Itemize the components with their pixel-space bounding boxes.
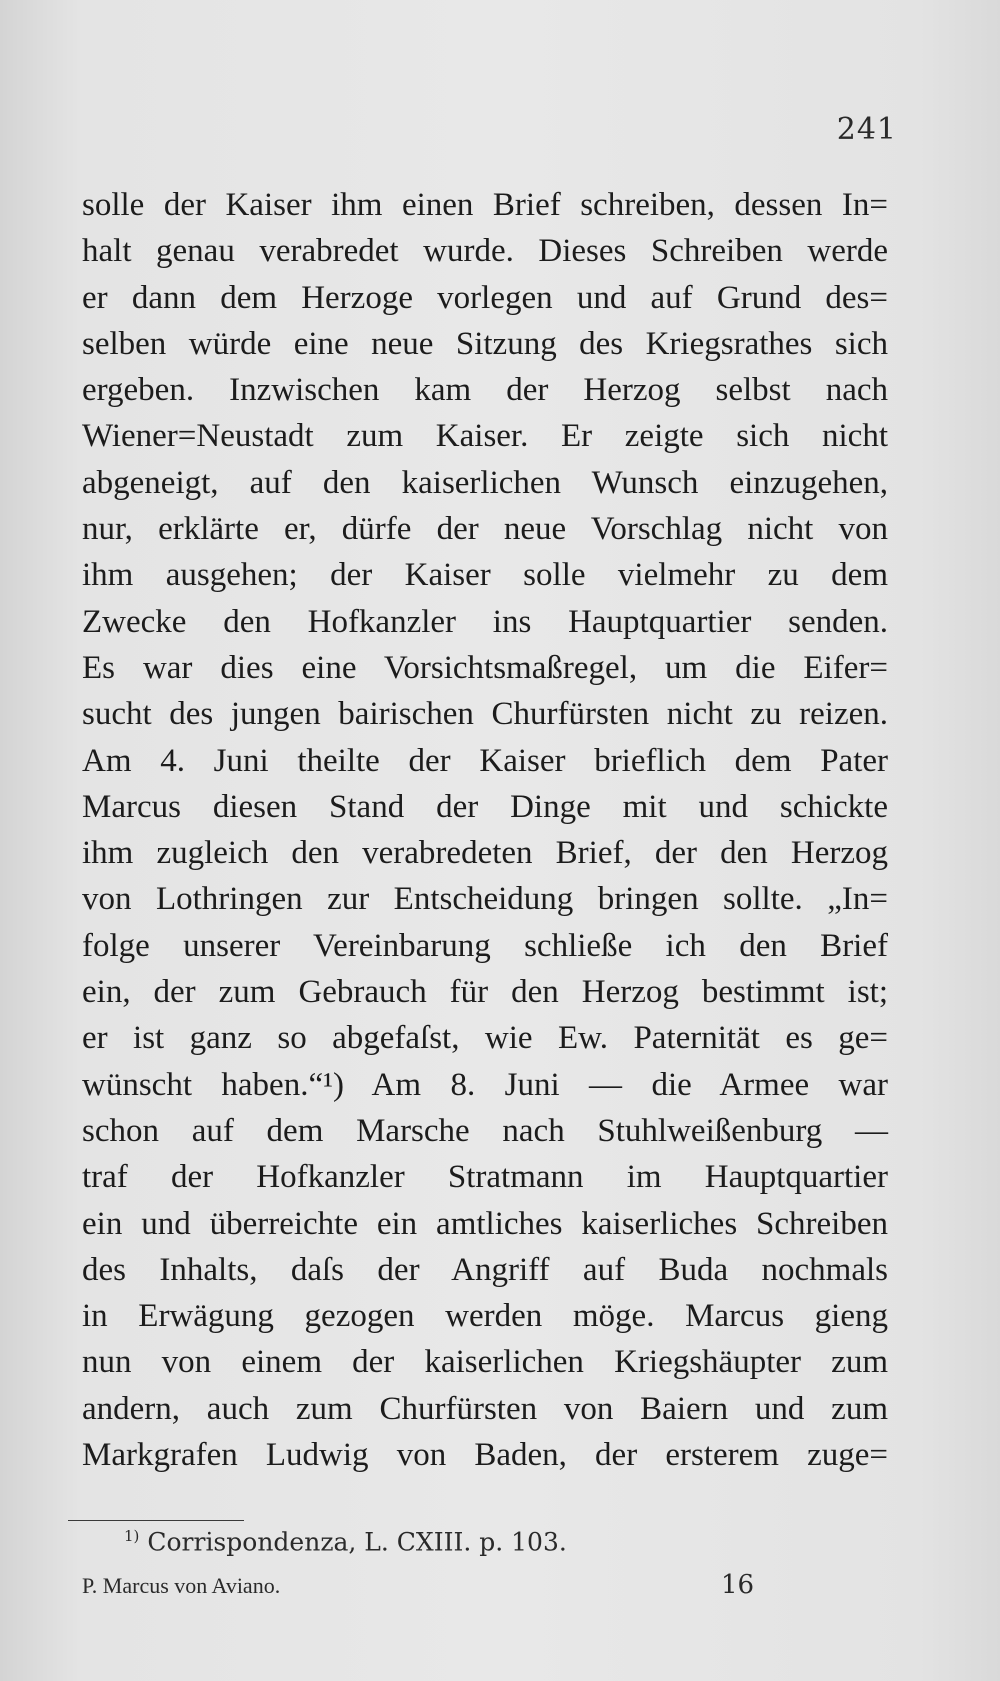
text-line: andern, auch zum Churfürsten von Baiern und zum	[82, 1390, 888, 1427]
text-line: Zwecke den Hofkanzler ins Hauptquartier senden.	[82, 603, 888, 640]
text-line: Es war dies eine Vorsichtsmaßregel, um die Eifer=	[82, 649, 888, 686]
text-line: solle der Kaiser ihm einen Brief schreiben, dessen In=	[82, 187, 888, 223]
text-line: traf der Hofkanzler Stratmann im Hauptquartier	[82, 1159, 888, 1196]
text-line: Markgrafen Ludwig von Baden, der ersterem zuge=	[82, 1437, 888, 1474]
text-line: Marcus diesen Stand der Dinge mit und schickte	[82, 788, 888, 825]
text-line: ein und überreichte ein amtliches kaiserliches Schreiben	[82, 1205, 888, 1242]
text-line: ihm ausgehen; der Kaiser solle vielmehr zu dem	[82, 557, 888, 594]
text-line: nur, erklärte er, dürfe der neue Vorschlag nicht von	[82, 511, 888, 548]
text-line: halt genau verabredet wurde. Dieses Schreiben werde	[82, 233, 888, 270]
footnote-divider	[68, 1520, 244, 1521]
text-line: er ist ganz so abgefaſst, wie Ew. Paternität es ge=	[82, 1020, 888, 1057]
text-line: wünscht haben.“¹) Am 8. Juni — die Armee war	[82, 1066, 888, 1103]
text-line: ihm zugleich den verabredeten Brief, der den Herzog	[82, 835, 888, 872]
footnote	[124, 1527, 567, 1556]
text-line: ein, der zum Gebrauch für den Herzog bestimmt ist;	[82, 974, 888, 1011]
text-line: abgeneigt, auf den kaiserlichen Wunsch einzugehen,	[82, 464, 888, 501]
page-number: 241	[836, 112, 897, 147]
sheet-number: 16	[721, 1570, 755, 1600]
footnote-marker: 1)	[124, 1527, 140, 1545]
text-line: in Erwägung gezogen werden möge. Marcus gieng	[82, 1298, 888, 1335]
text-line: folge unserer Vereinbarung schließe ich den Brief	[82, 927, 888, 964]
body-text	[82, 182, 888, 1478]
text-line: Am 4. Juni theilte der Kaiser brieflich dem Pater	[82, 742, 888, 779]
text-line: von Lothringen zur Entscheidung bringen sollte. „In=	[82, 881, 888, 918]
text-line: Wiener=Neustadt zum Kaiser. Er zeigte sich nicht	[82, 418, 888, 455]
signature-mark: P. Marcus von Aviano.	[82, 1573, 281, 1598]
text-line: selben würde eine neue Sitzung des Kriegsrathes sich	[82, 325, 888, 362]
text-line: des Inhalts, daſs der Angriff auf Buda nochmals	[82, 1251, 888, 1288]
text-line: er dann dem Herzoge vorlegen und auf Grund des=	[82, 279, 888, 316]
text-line: sucht des jungen bairischen Churfürsten nicht zu reizen.	[82, 696, 888, 733]
text-line: nun von einem der kaiserlichen Kriegshäupter zum	[82, 1344, 888, 1381]
text-line: schon auf dem Marsche nach Stuhlweißenburg —	[82, 1112, 888, 1149]
text-line: ergeben. Inzwischen kam der Herzog selbst nach	[82, 372, 888, 409]
footnote-text: Corrispondenza, L. CXIII. p. 103.	[147, 1527, 567, 1557]
